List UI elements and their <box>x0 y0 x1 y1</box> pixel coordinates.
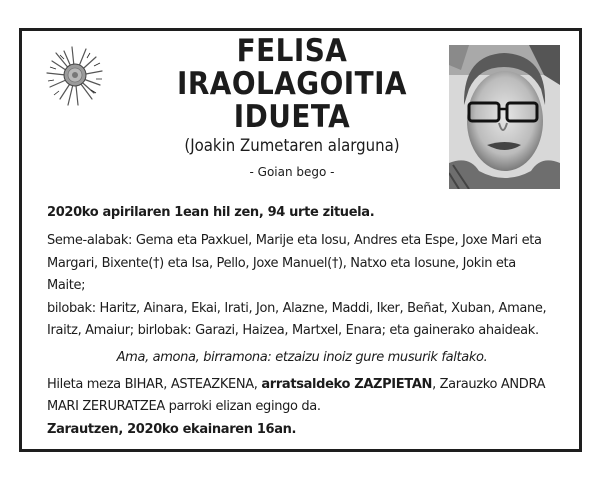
deceased-surname-2: IDUETA <box>233 99 351 135</box>
obituary-body <box>47 203 557 441</box>
funeral-time: arratsaldeko ZAZPIETAN <box>261 376 433 392</box>
funeral-details <box>47 374 557 419</box>
deceased-surname-1: IRAOLAGOITIA <box>177 66 407 102</box>
family-line: Iraitz, Amaiur; birlobak: Garazi, Haizea, Martxel, Enara; eta gainerako ahaideak. <box>47 323 539 338</box>
thistle-flower-icon <box>42 43 108 109</box>
portrait-photo <box>449 45 560 189</box>
funeral-location: MARI ZERURATZEA parroki elizan egingo da. <box>47 399 321 414</box>
header <box>132 35 452 181</box>
farewell-quote: Ama, amona, birramona: etzaizu inoiz gure musurik faltako. <box>116 349 488 365</box>
rest-in-peace-text: - Goian bego - <box>249 165 335 179</box>
family-line: Seme-alabak: Gema eta Paxkuel, Marije eta Iosu, Andres eta Espe, Joxe Mari eta <box>47 233 542 248</box>
family-line: bilobak: Haritz, Ainara, Ekai, Irati, Jon, Alazne, Maddi, Iker, Beñat, Xuban, Amane, <box>47 300 547 316</box>
place-and-date: Zarautzen, 2020ko ekainaren 16an. <box>47 421 297 437</box>
widow-of-subtitle: (Joakin Zumetaren alarguna) <box>184 136 400 156</box>
funeral-text: Hileta meza BIHAR, ASTEAZKENA, <box>47 376 262 392</box>
family-line: Margari, Bixente(†) eta Isa, Pello, Joxe Manuel(†), Natxo eta Iosune, Jokin eta Maite; <box>47 255 516 293</box>
obituary-frame <box>19 28 582 452</box>
death-date-line: 2020ko apirilaren 1ean hil zen, 94 urte zituela. <box>47 205 375 220</box>
deceased-first-name: FELISA <box>236 33 348 69</box>
funeral-text: , Zarauzko ANDRA <box>432 376 546 392</box>
family-list <box>47 230 557 343</box>
